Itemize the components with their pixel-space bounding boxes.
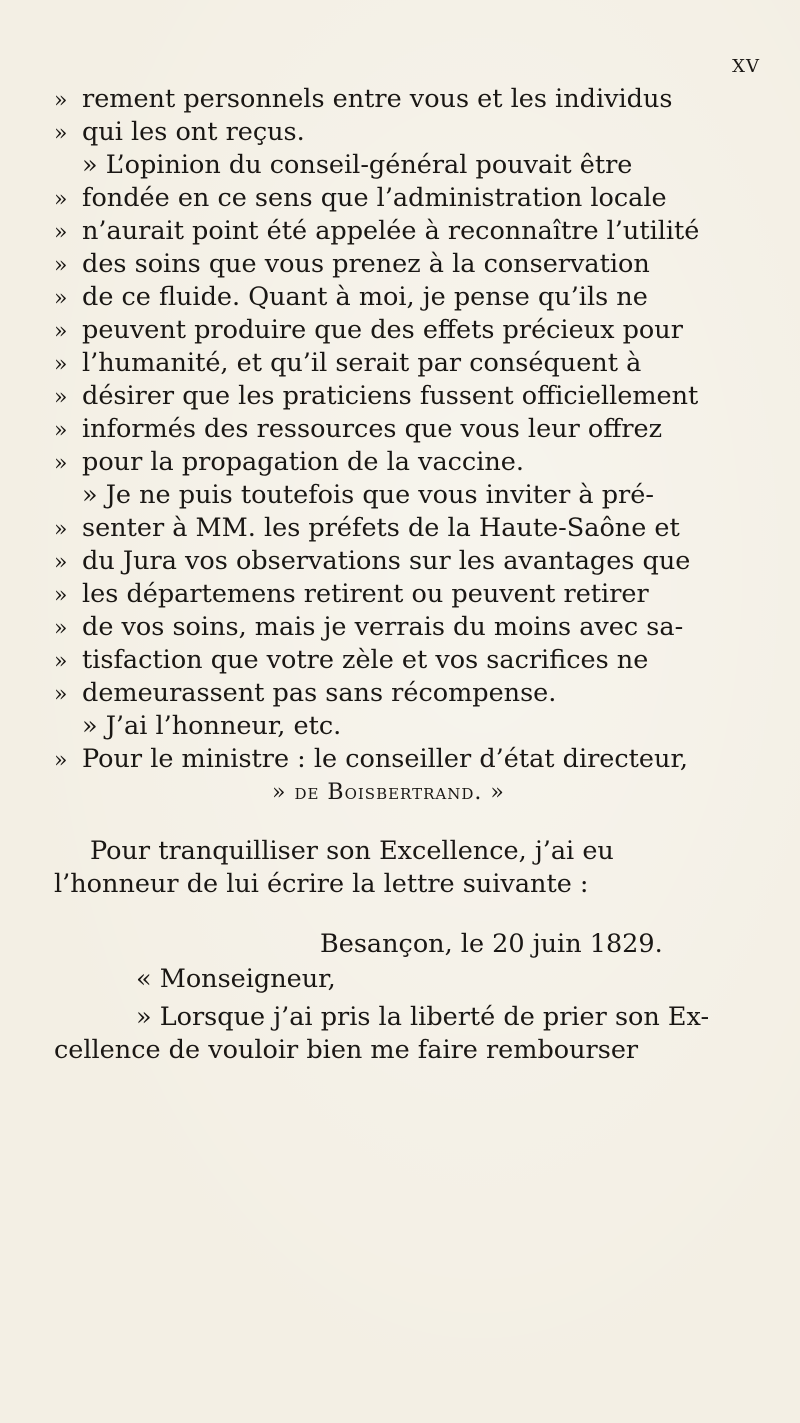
quote-mark: » (54, 253, 68, 278)
dateline: Besançon, le 20 juin 1829. (320, 929, 663, 959)
quote-mark: » (54, 451, 68, 476)
quote-mark: » (54, 385, 68, 410)
quote-mark: » (54, 121, 68, 146)
quote-mark: » (54, 583, 68, 608)
text-line: cellence de vouloir bien me faire rembourser (54, 1035, 639, 1065)
quote-mark: » (54, 682, 68, 707)
signature-line: » de Boisbertrand. » (272, 780, 505, 805)
text-line: » Lorsque j’ai pris la liberté de prier son Ex- (136, 1002, 710, 1032)
text-line: l’honneur de lui écrire la lettre suivante : (54, 869, 589, 899)
text-line: l’humanité, et qu’il serait par conséquent à (82, 348, 642, 378)
text-line: les départemens retirent ou peuvent retirer (82, 579, 649, 609)
quote-mark: » (54, 220, 68, 245)
text-line: fondée en ce sens que l’administration locale (82, 183, 667, 213)
text-line: » Je ne puis toutefois que vous inviter à pré- (82, 480, 654, 510)
salutation: « Monseigneur, (136, 964, 336, 994)
quote-mark: » (54, 187, 68, 212)
quote-mark: » (54, 88, 68, 113)
quote-mark: » (54, 418, 68, 443)
text-line: Pour le ministre : le conseiller d’état directeur, (82, 744, 688, 774)
text-line: senter à MM. les préfets de la Haute-Saône et (82, 513, 680, 543)
text-line: n’aurait point été appelée à reconnaître l’utilité (82, 216, 700, 246)
quote-mark: » (54, 550, 68, 575)
quote-mark: » (54, 748, 68, 773)
text-line: rement personnels entre vous et les individus (82, 84, 673, 114)
text-line: de vos soins, mais je verrais du moins avec sa- (82, 612, 684, 642)
quote-mark: » (54, 517, 68, 542)
text-line: désirer que les praticiens fussent officiellement (82, 381, 699, 411)
quote-mark: » (54, 649, 68, 674)
quote-mark: » (54, 616, 68, 641)
text-line: » J’ai l’honneur, etc. (82, 711, 342, 741)
text-line: tisfaction que votre zèle et vos sacrifices ne (82, 645, 649, 675)
page-number: XV (732, 56, 760, 77)
text-line: demeurassent pas sans récompense. (82, 678, 557, 708)
text-line: qui les ont reçus. (82, 117, 305, 147)
text-line: de ce fluide. Quant à moi, je pense qu’ils ne (82, 282, 648, 312)
quote-mark: » (54, 352, 68, 377)
text-line: du Jura vos observations sur les avantages que (82, 546, 691, 576)
text-line: Pour tranquilliser son Excellence, j’ai eu (90, 836, 614, 866)
text-line: » L’opinion du conseil-général pouvait être (82, 150, 633, 180)
text-line: peuvent produire que des effets précieux pour (82, 315, 683, 345)
quote-mark: » (54, 286, 68, 311)
quote-mark: » (54, 319, 68, 344)
text-line: pour la propagation de la vaccine. (82, 447, 524, 477)
text-line: des soins que vous prenez à la conservation (82, 249, 650, 279)
text-line: informés des ressources que vous leur offrez (82, 414, 663, 444)
